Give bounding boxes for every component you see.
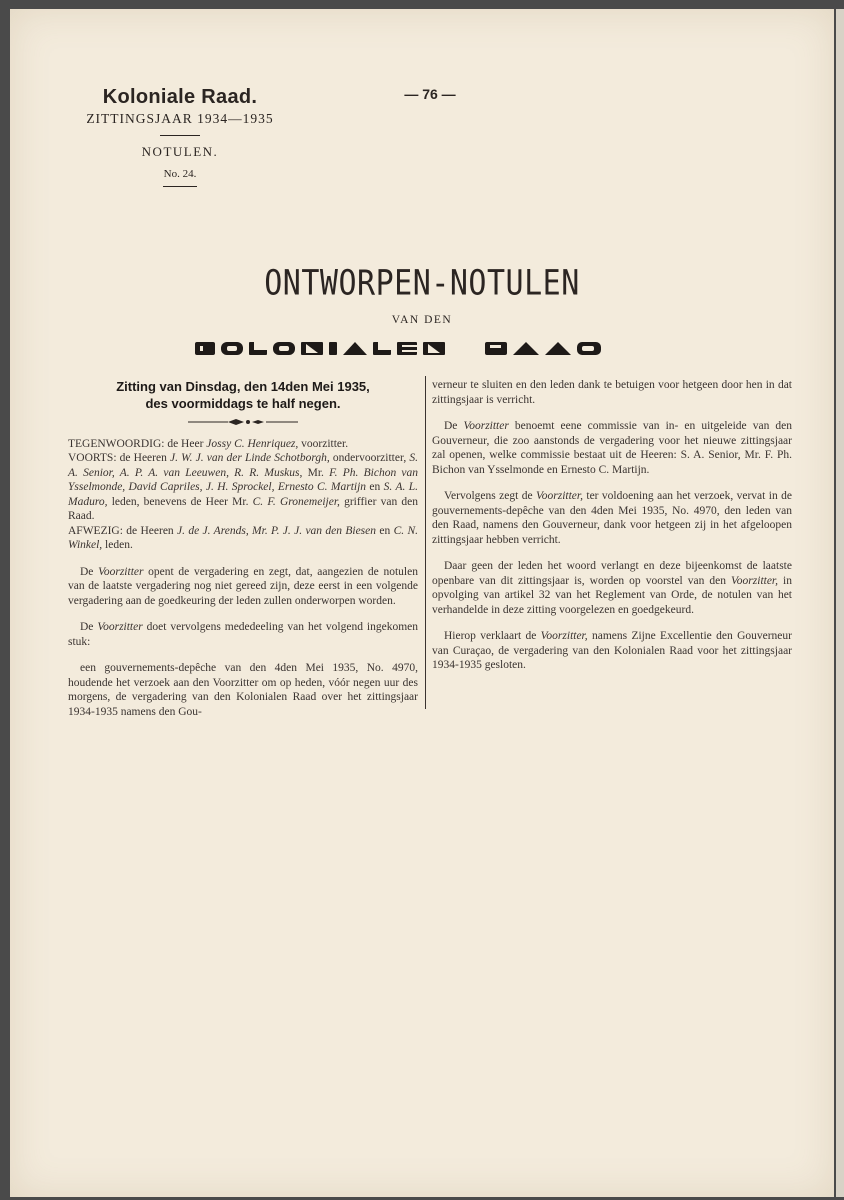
present-label: TEGENWOORDIG: de Heer bbox=[68, 437, 207, 450]
absent-names: J. de J. Arends, Mr. P. J. J. van den Biesen bbox=[177, 524, 377, 537]
left-paragraph-3: een gouvernements-depêche van den 4den Mei 1935, No. 4970, houdende het verzoek aan den Voorzitter om op heden, vóór negen uur des morgens, de vergadering van den Kolonialen Raad over het zittingsjaar 1934-1935 namens den Gou- bbox=[68, 662, 418, 718]
text-run: namens Zijne Excellentie den Gouverneur van Curaçao, de vergadering van den Kolonialen Raad voor het zittingsjaar 1934-1935 gesloten. bbox=[432, 630, 792, 671]
page-number: — 76 — bbox=[404, 86, 456, 102]
text-run-italic: Voorzitter, bbox=[536, 490, 583, 502]
text-run: De bbox=[80, 621, 98, 633]
absent-text: en bbox=[376, 524, 394, 537]
text-run-italic: Voorzitter bbox=[98, 565, 144, 578]
left-column bbox=[68, 378, 418, 731]
left-paragraph-2 bbox=[68, 620, 418, 649]
session-heading bbox=[68, 378, 418, 412]
text-run-italic: Voorzitter, bbox=[540, 630, 588, 642]
letter-K bbox=[195, 342, 215, 355]
text-run-italic: Voorzitter bbox=[97, 621, 143, 633]
text-run-italic: Voorzitter, bbox=[731, 574, 779, 587]
text-run: Daar geen der leden het woord verlangt en deze bijeenkomst de laatste openbare van dit zittingsjaar is, worden op voorstel van den bbox=[432, 560, 792, 587]
doc-number: No. 24. bbox=[163, 168, 197, 180]
number-rule bbox=[163, 186, 197, 187]
letter-A2 bbox=[513, 342, 539, 355]
also-names-2: S. A. Senior, A. P. A. van Leeuwen, R. R. Muskus, bbox=[68, 452, 418, 479]
text-run: Hierop verklaart de bbox=[444, 630, 541, 642]
ornament-divider bbox=[68, 416, 418, 431]
letter-A bbox=[343, 342, 367, 355]
column-divider bbox=[425, 376, 426, 709]
right-paragraph-2 bbox=[432, 419, 792, 477]
header-block bbox=[70, 86, 290, 193]
attendance bbox=[68, 437, 418, 553]
page-edge bbox=[836, 9, 844, 1197]
also-role-1: ondervoorzitter, bbox=[329, 452, 410, 464]
also-label: VOORTS: de Heeren bbox=[68, 452, 170, 464]
text-run: ter voldoening aan het verzoek, vervat in de gouvernements-depêche van den 4den Mei 1935, No. 4970, den leden van den Raad, namens den Gouverneur, dank voor hetgeen zij in het afgeloopen zittingsjaar hebben verricht. bbox=[432, 490, 792, 546]
doc-type: NOTULEN. bbox=[141, 144, 219, 159]
also-text-7: leden, benevens de Heer Mr. bbox=[107, 495, 253, 508]
absent-label: AFWEZIG: de Heeren bbox=[68, 524, 178, 537]
text-run: benoemt eene commissie van in- en uitgeleide van den Gouverneur, die zoo aanstonds de vergadering voor het nieuwe zittingsjaar zal openen, welke commissie bestaat uit de Heeren: S. A. Senior, Mr. F. Ph. Bichon van Ysselmonde en Ernesto C. Martijn. bbox=[432, 420, 792, 476]
present-name: Jossy C. Henriquez, bbox=[206, 437, 299, 450]
text-run: De bbox=[80, 565, 99, 578]
council-name-blackletter bbox=[185, 339, 665, 359]
also-text-9: griffier van den Raad. bbox=[68, 495, 418, 522]
right-column bbox=[432, 378, 792, 685]
right-paragraph-1: verneur te sluiten en den leden dank te betuigen voor hetgeen door hen in dat zittingsjaar is verricht. bbox=[432, 379, 792, 406]
letter-E bbox=[397, 342, 417, 355]
letter-A3 bbox=[545, 342, 571, 355]
letter-R bbox=[485, 342, 507, 355]
council-title: Koloniale Raad. bbox=[102, 86, 258, 108]
absent-names-2: C. N. Winkel, bbox=[68, 524, 418, 551]
text-run: opent de vergadering en zegt, dat, aangezien de notulen van de laatste vergadering nog niet gereed zijn, deze eerst in een volgende vergadering aan de goedkeuring der leden zullen onderworpen worden. bbox=[68, 565, 418, 607]
text-run-italic: Voorzitter bbox=[463, 420, 509, 432]
text-run: in opvolging van artikel 32 van het Reglement van Orde, de notulen van het verhandelde in deze zitting voorgelezen en goedgekeurd. bbox=[432, 574, 792, 616]
right-paragraph-3 bbox=[432, 489, 792, 547]
also-name-1: J. W. J. van der Linde Schotborgh, bbox=[169, 452, 330, 464]
letter-I bbox=[329, 342, 337, 355]
right-paragraph-4 bbox=[432, 559, 792, 617]
text-run: Vervolgens zegt de bbox=[444, 490, 536, 502]
present-line bbox=[68, 437, 418, 452]
header-rule bbox=[160, 135, 200, 136]
text-run: doet vervolgens mededeeling van het volgend ingekomen stuk: bbox=[68, 621, 418, 648]
right-paragraph-5 bbox=[432, 629, 792, 673]
present-role: voorzitter. bbox=[298, 437, 349, 450]
also-text-5: en bbox=[366, 481, 384, 493]
also-names-8: C. F. Gronemeijer, bbox=[252, 495, 340, 508]
session-line-1: Zitting van Dinsdag, den 14den Mei 1935, bbox=[116, 379, 370, 394]
session-line-2: des voormiddags te half negen. bbox=[145, 396, 341, 411]
absent-end: leden. bbox=[102, 539, 133, 551]
also-names-6: S. A. L. Maduro, bbox=[68, 481, 419, 508]
subtitle: VAN DEN bbox=[391, 314, 453, 326]
absent-line bbox=[68, 524, 418, 553]
also-present-line bbox=[68, 451, 418, 524]
also-text-3: Mr. bbox=[302, 466, 330, 479]
main-title: ONTWORPEN-NOTULEN bbox=[264, 263, 580, 304]
also-names-4: F. Ph. Bichon van Ysselmonde, David Capriles, J. H. Sprockel, Ernesto C. Martijn bbox=[68, 466, 419, 493]
text-run: De bbox=[444, 420, 464, 432]
session-year: ZITTINGSJAAR 1934—1935 bbox=[86, 111, 274, 126]
left-paragraph-1 bbox=[68, 565, 418, 609]
ornament-icon bbox=[188, 418, 298, 426]
